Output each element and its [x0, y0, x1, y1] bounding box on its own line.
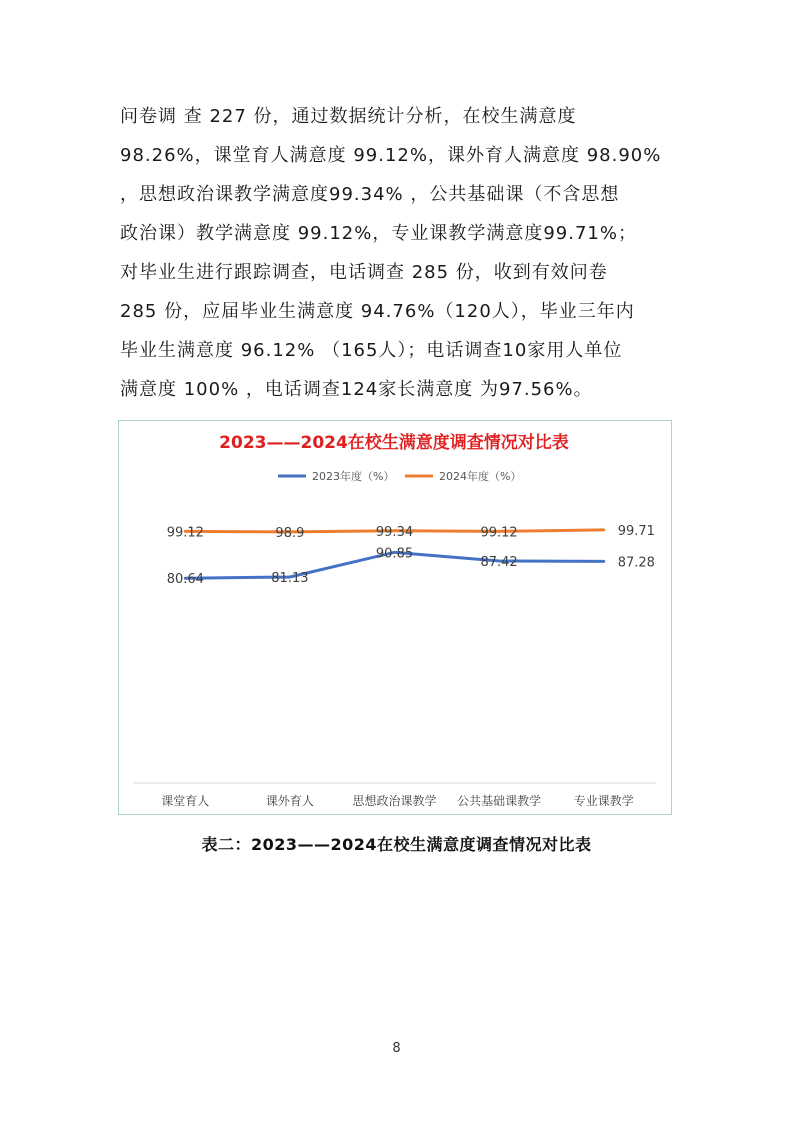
chart-canvas: [119, 421, 670, 813]
paragraph-line: 政治课）教学满意度 99.12%，专业课教学满意度99.71%；: [120, 223, 637, 244]
data-label: 87.28: [617, 555, 655, 571]
legend-label-1: 2024年度（%）: [439, 470, 522, 483]
category-label: 课外育人: [265, 794, 314, 808]
data-label: 99.34: [375, 524, 414, 540]
data-label: 99.71: [617, 523, 655, 539]
legend-label-0: 2023年度（%）: [312, 470, 395, 483]
data-label: 98.9: [275, 525, 305, 541]
paragraph-line: 对毕业生进行跟踪调查，电话调查 285 份，收到有效问卷: [120, 262, 608, 283]
page-number: 8: [392, 1041, 401, 1056]
data-label: 81.13: [271, 571, 309, 587]
data-label: 80.64: [166, 572, 204, 588]
body-paragraph: [120, 97, 680, 409]
paragraph-line: ，思想政治课教学满意度99.34% ，公共基础课（不含思想: [120, 184, 620, 205]
paragraph-line: 满意度 100% ，电话调查124家长满意度 为97.56%。: [120, 379, 593, 400]
paragraph-line: 98.26%，课堂育人满意度 99.12%，课外育人满意度 98.90%: [120, 145, 662, 166]
category-label: 思想政治课教学: [352, 794, 437, 808]
category-label: 专业课教学: [573, 794, 634, 808]
paragraph-line: 285 份，应届毕业生满意度 94.76%（120人），毕业三年内: [120, 301, 635, 322]
data-label: 99.12: [480, 525, 518, 541]
data-label: 87.42: [480, 555, 518, 571]
satisfaction-chart: [118, 420, 672, 815]
category-label: 公共基础课教学: [457, 794, 542, 808]
data-label: 99.12: [166, 525, 204, 541]
data-label: 90.85: [375, 546, 414, 562]
chart-caption: 表二：2023——2024在校生满意度调查情况对比表: [201, 835, 592, 854]
paragraph-line: 问卷调 查 227 份，通过数据统计分析，在校生满意度: [120, 106, 577, 127]
chart-title: 2023——2024在校生满意度调查情况对比表: [219, 433, 569, 453]
category-label: 课堂育人: [161, 794, 210, 808]
paragraph-line: 毕业生满意度 96.12% （165人）；电话调查10家用人单位: [120, 340, 623, 361]
